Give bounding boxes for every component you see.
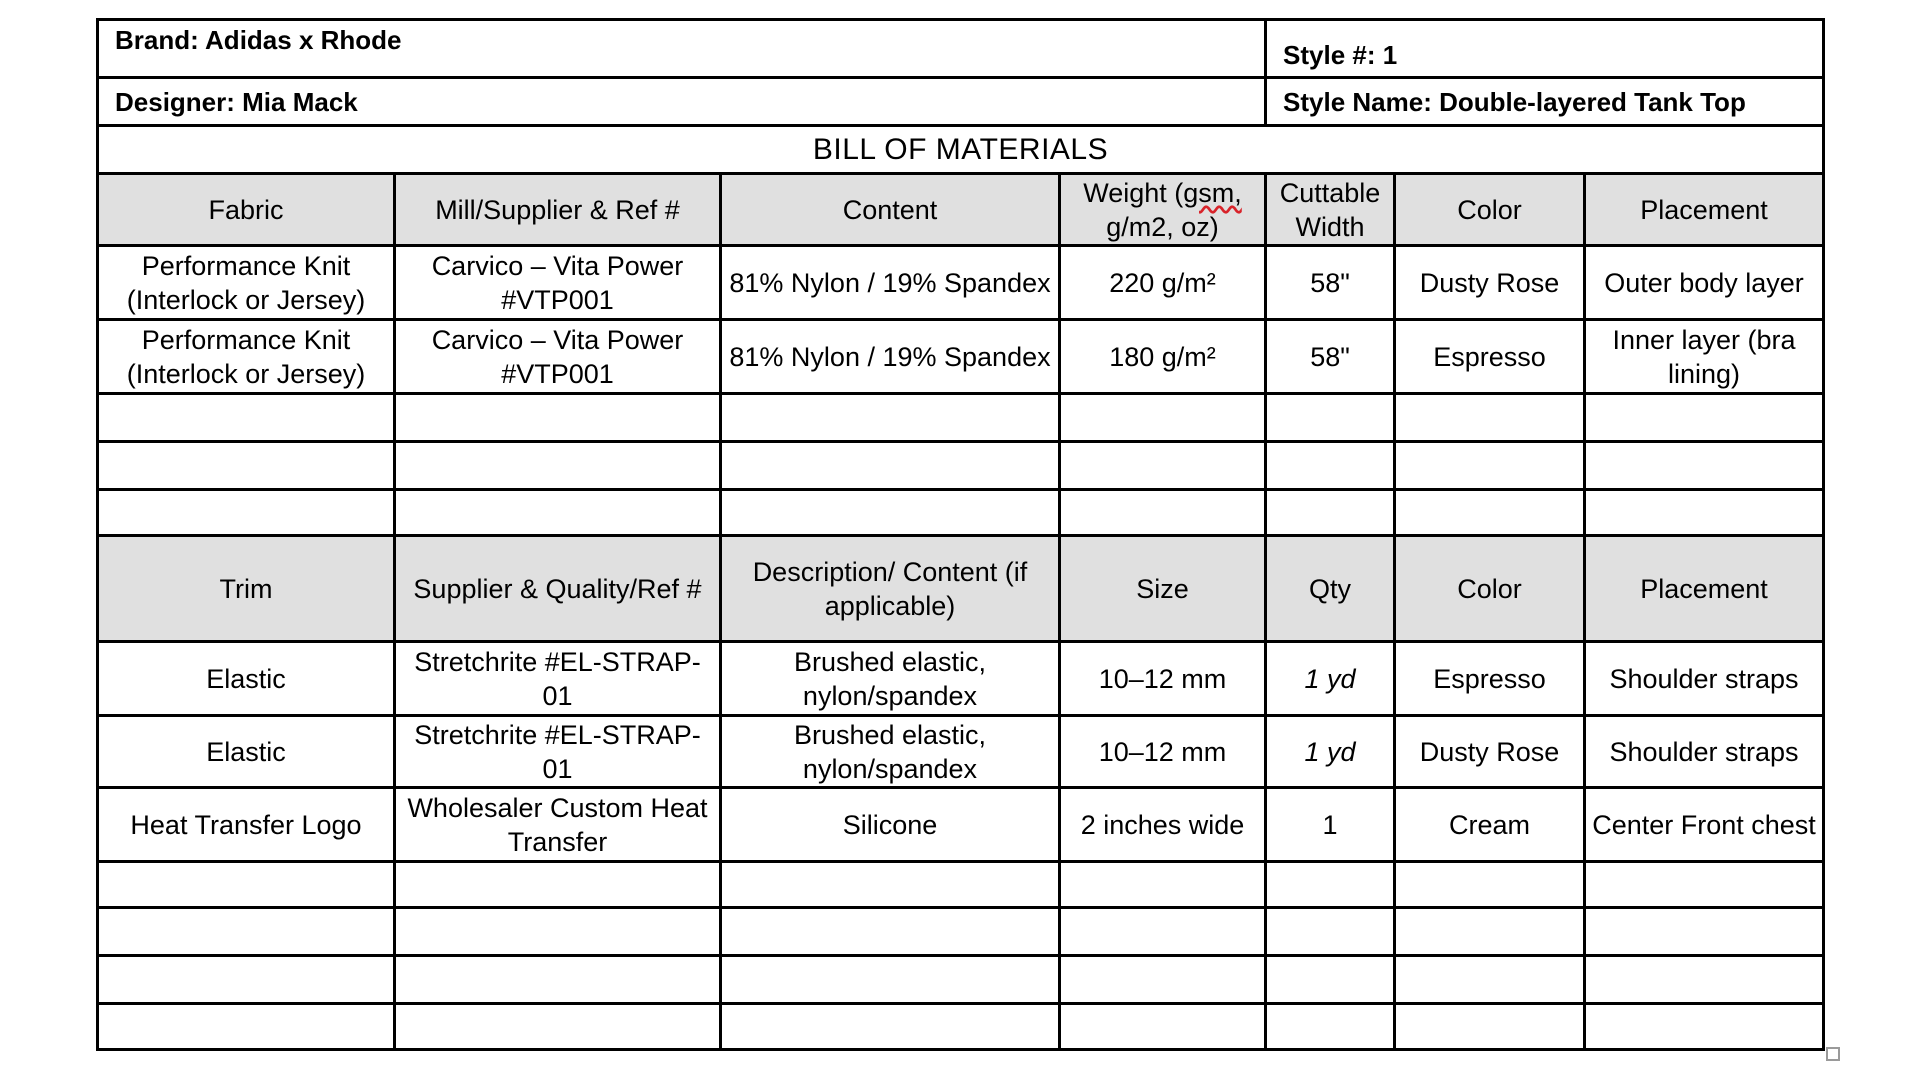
size-cell: 10–12 mm [1060, 642, 1266, 716]
empty-trim-row [98, 956, 1824, 1004]
supplier-quality-cell: Stretchrite #EL-STRAP-01 [395, 642, 721, 716]
color-cell: Espresso [1395, 642, 1585, 716]
supplier-quality-col-header: Supplier & Quality/Ref # [395, 536, 721, 642]
empty-cell [1060, 394, 1266, 442]
bom-title: BILL OF MATERIALS [98, 126, 1824, 174]
empty-cell [98, 956, 395, 1004]
trim-color-col-header: Color [1395, 536, 1585, 642]
empty-cell [395, 1004, 721, 1050]
color-cell: Dusty Rose [1395, 246, 1585, 320]
empty-cell [1266, 442, 1395, 490]
empty-cell [395, 956, 721, 1004]
content-col-header: Content [721, 174, 1060, 246]
cuttable-width-cell: 58" [1266, 320, 1395, 394]
spellcheck-mark: gsm, [1183, 177, 1242, 208]
placement-cell: Outer body layer [1585, 246, 1824, 320]
empty-cell [1395, 394, 1585, 442]
placement-cell: Shoulder straps [1585, 642, 1824, 716]
empty-cell [1395, 908, 1585, 956]
empty-cell [1585, 908, 1824, 956]
empty-cell [395, 442, 721, 490]
style-name-field: Style Name: Double-layered Tank Top [1266, 78, 1824, 126]
empty-cell [721, 956, 1060, 1004]
brand-field: Brand: Adidas x Rhode [98, 20, 1266, 78]
empty-cell [721, 908, 1060, 956]
empty-cell [98, 1004, 395, 1050]
empty-cell [1266, 490, 1395, 536]
fabric-color-col-header: Color [1395, 174, 1585, 246]
empty-cell [1266, 862, 1395, 908]
placement-cell: Center Front chest [1585, 788, 1824, 862]
empty-cell [395, 862, 721, 908]
mill-supplier-cell: Carvico – Vita Power #VTP001 [395, 246, 721, 320]
empty-cell [721, 490, 1060, 536]
empty-cell [721, 442, 1060, 490]
table-resize-handle[interactable] [1826, 1047, 1840, 1061]
empty-cell [1266, 1004, 1395, 1050]
fabric-header-row [98, 174, 1824, 246]
empty-cell [98, 908, 395, 956]
description-col-header: Description/ Content (if applicable) [721, 536, 1060, 642]
supplier-quality-cell: Stretchrite #EL-STRAP-01 [395, 716, 721, 788]
qty-cell: 1 yd [1266, 642, 1395, 716]
placement-cell: Shoulder straps [1585, 716, 1824, 788]
empty-cell [1266, 394, 1395, 442]
cuttable-width-cell: 58" [1266, 246, 1395, 320]
description-cell: Brushed elastic, nylon/spandex [721, 716, 1060, 788]
fabric-row [98, 246, 1824, 320]
qty-cell: 1 [1266, 788, 1395, 862]
trim-cell: Heat Transfer Logo [98, 788, 395, 862]
content-cell: 81% Nylon / 19% Spandex [721, 246, 1060, 320]
empty-cell [1395, 956, 1585, 1004]
empty-cell [1395, 862, 1585, 908]
empty-cell [395, 490, 721, 536]
color-cell: Cream [1395, 788, 1585, 862]
empty-cell [721, 394, 1060, 442]
empty-cell [1585, 956, 1824, 1004]
empty-cell [1266, 956, 1395, 1004]
bill-of-materials-table [96, 18, 1825, 1051]
trim-col-header: Trim [98, 536, 395, 642]
description-cell: Silicone [721, 788, 1060, 862]
empty-cell [1585, 394, 1824, 442]
empty-cell [1060, 442, 1266, 490]
style-number-field: Style #: 1 [1266, 20, 1824, 78]
empty-trim-row [98, 862, 1824, 908]
qty-col-header: Qty [1266, 536, 1395, 642]
empty-trim-row [98, 908, 1824, 956]
trim-row [98, 788, 1824, 862]
empty-fabric-row [98, 394, 1824, 442]
empty-cell [1585, 1004, 1824, 1050]
empty-cell [1395, 1004, 1585, 1050]
mill-supplier-cell: Carvico – Vita Power #VTP001 [395, 320, 721, 394]
empty-cell [395, 394, 721, 442]
color-cell: Dusty Rose [1395, 716, 1585, 788]
fabric-cell: Performance Knit (Interlock or Jersey) [98, 320, 395, 394]
empty-cell [98, 442, 395, 490]
size-cell: 2 inches wide [1060, 788, 1266, 862]
empty-cell [98, 490, 395, 536]
trim-row [98, 642, 1824, 716]
empty-cell [395, 908, 721, 956]
weight-cell: 180 g/m² [1060, 320, 1266, 394]
fabric-cell: Performance Knit (Interlock or Jersey) [98, 246, 395, 320]
empty-cell [1585, 862, 1824, 908]
empty-cell [1395, 490, 1585, 536]
empty-cell [1395, 442, 1585, 490]
fabric-placement-col-header: Placement [1585, 174, 1824, 246]
empty-cell [98, 394, 395, 442]
fabric-col-header: Fabric [98, 174, 395, 246]
description-cell: Brushed elastic, nylon/spandex [721, 642, 1060, 716]
empty-cell [1060, 908, 1266, 956]
empty-cell [98, 862, 395, 908]
trim-header-row [98, 536, 1824, 642]
empty-fabric-row [98, 490, 1824, 536]
empty-cell [1060, 1004, 1266, 1050]
mill-supplier-col-header: Mill/Supplier & Ref # [395, 174, 721, 246]
designer-field: Designer: Mia Mack [98, 78, 1266, 126]
content-cell: 81% Nylon / 19% Spandex [721, 320, 1060, 394]
size-cell: 10–12 mm [1060, 716, 1266, 788]
empty-cell [1060, 956, 1266, 1004]
empty-cell [1060, 490, 1266, 536]
empty-cell [1060, 862, 1266, 908]
trim-row [98, 716, 1824, 788]
fabric-row [98, 320, 1824, 394]
empty-fabric-row [98, 442, 1824, 490]
supplier-quality-cell: Wholesaler Custom Heat Transfer [395, 788, 721, 862]
color-cell: Espresso [1395, 320, 1585, 394]
empty-cell [721, 1004, 1060, 1050]
size-col-header: Size [1060, 536, 1266, 642]
empty-cell [1266, 908, 1395, 956]
trim-placement-col-header: Placement [1585, 536, 1824, 642]
weight-cell: 220 g/m² [1060, 246, 1266, 320]
trim-cell: Elastic [98, 642, 395, 716]
empty-trim-row [98, 1004, 1824, 1050]
empty-cell [1585, 442, 1824, 490]
cuttable-width-col-header: Cuttable Width [1266, 174, 1395, 246]
placement-cell: Inner layer (bra lining) [1585, 320, 1824, 394]
weight-col-header-text: Weight (gsm, g/m2, oz) [1083, 177, 1242, 242]
empty-cell [721, 862, 1060, 908]
empty-cell [1585, 490, 1824, 536]
trim-cell: Elastic [98, 716, 395, 788]
qty-cell: 1 yd [1266, 716, 1395, 788]
weight-col-header [1060, 174, 1266, 246]
